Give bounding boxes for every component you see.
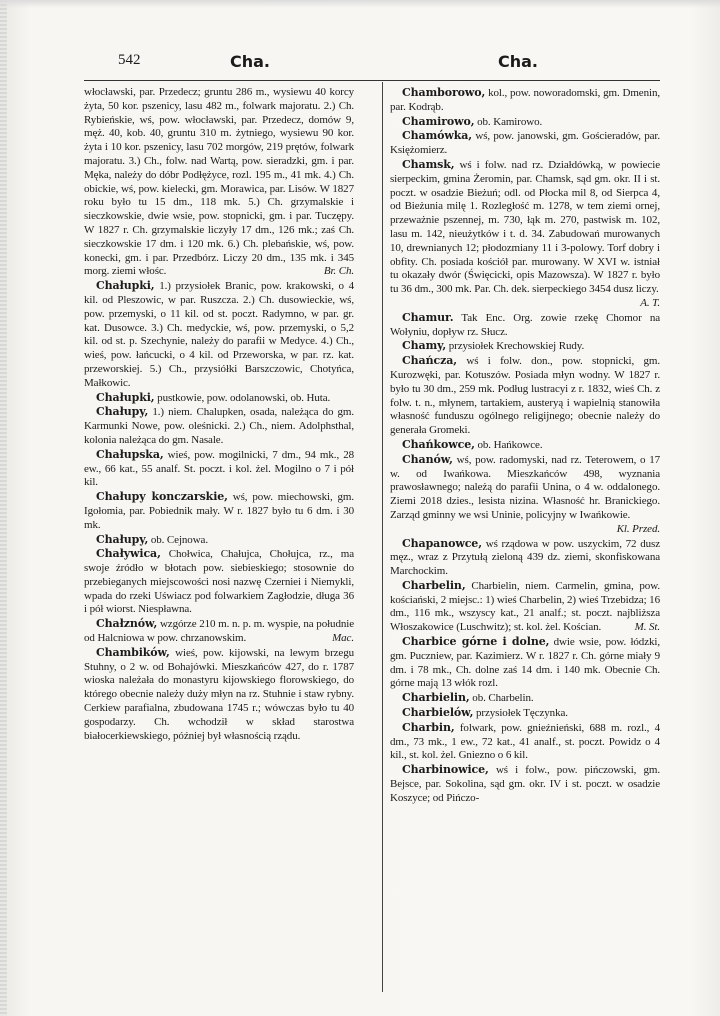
dictionary-entry [390,706,660,721]
entry-headword: Chamirowo, [402,114,475,128]
page-number: 542 [118,52,141,68]
entry-text: dwie wsie, pow. łódzki, gm. Puczniew, par. Kazimierz. W r. 1827 r. Ch. górne miały 9 dm. i 78 mk., Ch. dolne zaś 14 dm. i 140 mk. Obecnie Ch. górne mają 13 włók rozl. [390,636,660,690]
entry-headword: Chańkowce, [402,437,475,451]
dictionary-entry [84,646,354,744]
entry-text: wś i folw., pow. pińczowski, gm. Bejsce, par. Sokolina, sąd gm. okr. IV i st. poczt. w osadzie Koszyce; od Pińczo- [390,764,660,804]
entry-signature: Kl. Przed. [616,522,660,535]
entry-headword: Chanów, [402,452,453,466]
entry-text: wzgórze 210 m. n. p. m. wyspie, na południe od Halcniowa w pow. chrzanowskim. [84,618,354,645]
dictionary-entry [84,617,354,646]
dictionary-entry [84,405,354,447]
entry-text: przysiołek Tęczynka. [473,707,568,720]
entry-headword: Chańcza, [402,354,457,368]
page-header [118,52,658,72]
dictionary-entry [390,635,660,691]
entry-text: wś i folw. nad rz. Działdówką, w powiecie sierpeckim, gmina Żeromin, par. Chamsk, sąd gm. okr. II i st. poczt. w osadzie Bieżuń; odl. od Płocka mil 8, od Sierpca 4, od Bieżunia milę 1. Rozległość m. 1278, w tem ziemi ornej, przeważnie pszennej, m. 730, łąk m. 270, pastwisk m. 102, lasu m. 142, nieużytków i t. d. 34. Zabudowań murowanych 10, drewnianych 12; płodozmiany 11 i 3-polowy. Torf dobry i obfity. Ch. posiada kościół par. murowany. W XVI w. istniał tu okazały dwór (Święcicki, opis Mazowsza). W 1827 r. było tu 36 dm., 300 mk. Par. Ch. dek. sierpeckiego 3454 dusz liczy. [390,158,660,296]
running-head-right: Cha. [498,52,539,71]
entry-text: ob. Kamirowo. [474,115,543,128]
entry-headword: Chałupy, [96,405,149,419]
entry-text: wś, pow. radomyski, nad rz. Teterowem, o 17 w. od Iwańkowa. Mieszkańców 498, wyznania prawosławnego; należą do parafii Unina, o 4 w. oddalonego. Ziemi 2018 dzies., lesista nizina. Własność hr. Branickiego. Zarząd gminny we wsi Uninie, policyjny w Iwańkowie. [390,453,660,521]
entry-text: Chołwica, Chałujca, Chołujca, rz., ma swoje źródło w błotach pow. siebieskiego; stosownie do przebieganych miejscowości nosi nazwę Czerniei i Niemykli, wpada do rzeki Uświacz pod folwarkiem Zagłodzie, długa 36 i pół wiorst. Niespławna. [84,548,354,616]
entry-headword: Chałupy, [96,532,149,546]
entry-text: Charbielin, niem. Carmelin, gmina, pow. kościański, 2 miejsc.: 1) wieś Charbelin, 2) wieś Trzebidza; 16 dm., 116 mk., wszyscy kat., 21 analf.; st. poczt. najbliższa Włoszakowice (Luschwitz); st. kol. żel. Kościan. [390,579,660,634]
dictionary-entry [84,490,354,532]
running-head-left: Cha. [230,52,271,71]
dictionary-entry [84,547,354,617]
entry-text: ob. Hańkowce. [474,438,543,451]
entry-headword: Charbelin, [402,578,466,592]
entry-headword: Charbin, [402,720,455,734]
entry-headword: Charbielin, [402,691,470,705]
entry-signature: Mac. [332,632,354,645]
entry-text: wś i folw. don., pow. stopnicki, gm. Kurozwęki, par. Kotuszów. Posiada młyn wodny. W 1827 r. było tu 30 dm., 259 mk. Podług lustracyi z r. 1832, wieś Ch. z folw. t. n., młynem, tartakiem, austeryą i wapielnią stanowiła własność funduszu ogólnego religijnego; obecnie należy do generała Gromeki. [390,355,660,437]
entry-text: kol., pow. noworadomski, gm. Dmenin, par. Kodrąb. [390,87,660,113]
entry-headword: Chałupki, [96,279,155,293]
entry-headword: Charbice górne i dolne, [402,635,550,649]
entry-signature: M. St. [634,621,660,634]
entry-headword: Chałznów, [96,617,158,631]
dictionary-entry [390,311,660,340]
dictionary-entry [84,533,354,548]
entry-signature: Br. Ch. [323,265,354,278]
dictionary-entry [390,691,660,706]
dictionary-entry [390,354,660,438]
right-column [390,86,660,991]
entry-headword: Charbielów, [402,706,474,720]
entry-text: pustkowie, pow. odolanowski, ob. Huta. [154,391,331,404]
dictionary-entry [390,579,660,635]
dictionary-entry [390,158,660,311]
entry-headword: Chałupy konczarskie, [96,490,228,504]
entry-headword: Chamsk, [402,157,455,171]
entry-signature: A. T. [640,296,660,309]
entry-headword: Chamy, [402,339,447,353]
dictionary-entry [84,279,354,390]
entry-text: wś, pow. janowski, gm. Gościeradów, par. Księżomierz. [390,130,660,157]
scan-top-edge [0,0,720,8]
entry-headword: Chałupki, [96,390,155,404]
entry-headword: Chamborowo, [402,86,486,99]
binding-edge [0,0,7,1016]
entry-text: folwark, pow. gnieźnieński, 688 m. rozl., 4 dm., 73 mk., 1 ew., 72 kat., 41 analf., st. poczt. Powidz o 4 kil., st. kol. żel. Gniezno o 6 kil. [390,721,660,762]
dictionary-entry [390,86,660,115]
column-divider [382,82,383,992]
entry-headword: Chamówka, [402,129,473,143]
entry-text: Tak Enc. Org. zowie rzekę Chomor na Wołyniu, dopływ rz. Słucz. [390,311,660,338]
entry-headword: Chapanowce, [402,536,482,550]
dictionary-entry [390,129,660,158]
left-column [84,86,354,991]
entry-text: wieś, pow. mogilnicki, 7 dm., 94 mk., 28 ew., 66 kat., 55 analf. St. poczt. i kol. żel. Mogilno o 7 i pół kil. [84,448,354,489]
dictionary-entry [84,448,354,490]
dictionary-entry [390,115,660,130]
entry-headword: Chaływica, [96,547,161,561]
dictionary-entry [390,438,660,453]
entry-headword: Chamur. [402,310,454,324]
entry-text: wś, pow. miechowski, gm. Igołomia, par. Pobiednik mały. W r. 1827 było tu 6 dm. i 30 mk. [84,491,354,531]
entry-text: włocławski, par. Przedecz; gruntu 286 m., wysiewu 40 korcy żyta, 50 kor. pszenicy, lasu 482 m., folwark majoratu. 2.) Ch. Rybieńskie, wś, pow. włocławski, par. Przedecz, domów 9, męż. 40, kob. 40, gruntu 310 m. żytniego, wysiewu 90 kor. żyta i 10 kor. pszenicy, lasu 702 morgów, 219 prętów, folwark majoratu. 3.) Ch., folw. nad Wartą, pow. sieradzki, gm. i par. Męka, należy do dóbr Podłężyce, rozl. 195 m., 41 mk. 4.) Ch. obickie, wś, pow. kielecki, gm. Morawica, par. Lisów. W 1827 roku było tu 15 dm., 118 mk. 5.) Ch. grzymalskie i sieczkowskie, dwie wsie, pow. stopnicki, gm. i par. Tuczępy. W 1827 r. Ch. grzymalskie liczyły 17 dm., 126 mk.; zaś Ch. sieczkowskie 17 dm. i 120 mk. 6.) Ch. plebańskie, wś, pow. konecki, gm. i par. Przedbórz. Liczy 20 dm., 135 mk. i 345 morg. ziemi włośc. [84,86,354,278]
dictionary-entry [390,721,660,763]
dictionary-entry [390,763,660,805]
dictionary-entry [390,537,660,579]
entry-text: wieś, pow. kijowski, na lewym brzegu Stuhny, o 2 w. od Bohajówki. Mieszkańców 427, do r. 1787 wioska należała do monastyru kijowskiego florowskiego, do którego obecnie należy duży młyn na rz. Stuhnie i staw rybny. Cerkiew parafialna, zbudowana 1745 r.; wówczas było tu 40 gospodarzy. Ch. wchodził w skład starostwa białocerkiewskiego, później był własnością rządu. [84,646,354,742]
entry-text: ob. Charbelin. [469,692,534,705]
dictionary-entry [390,339,660,354]
entry-text: ob. Cejnowa. [148,533,208,546]
entry-text: wś rządowa w pow. uszyckim, 72 dusz męz., wraz z Przytułą zieloną 439 dz. ziemi, skonfiskowana Marchockim. [390,537,660,578]
entry-headword: Chałupska, [96,447,164,461]
entry-headword: Chambików, [96,645,170,659]
entry-headword: Charbinowice, [402,763,489,777]
header-rule [84,80,660,81]
entry-text: przysiołek Krechowskiej Rudy. [446,340,585,353]
dictionary-entry [84,391,354,406]
dictionary-entry [84,86,354,279]
dictionary-entry [390,453,660,537]
entry-text: 1.) przysiołek Branic, pow. krakowski, o 4 kil. od Pleszowic, w par. Ruszcza. 2.) Ch. dusowieckie, wś, pow. przemyski, o 11 kil. od st. poczt. Radymno, w par. gr. kat. Dusowce. 3.) Ch. medyckie, wś, pow. przemyski, o 5,2 kil. od st. p. Szechynie, należy do parafii w Medyce. 4.) Ch., wieś, pow. łańcucki, o 4 kil. od Przeworska, w par. rz. kat. przeworskiej. 5.) Ch., przysiółki Barszczowic, Chotyńca, Małkowic. [84,280,354,389]
entry-text: 1.) niem. Chalupken, osada, należąca do gm. Karmunki Nowe, pow. oleśnicki. 2.) Ch., niem. Adolphsthal, kolonia należąca do gm. Nasale. [84,406,354,446]
